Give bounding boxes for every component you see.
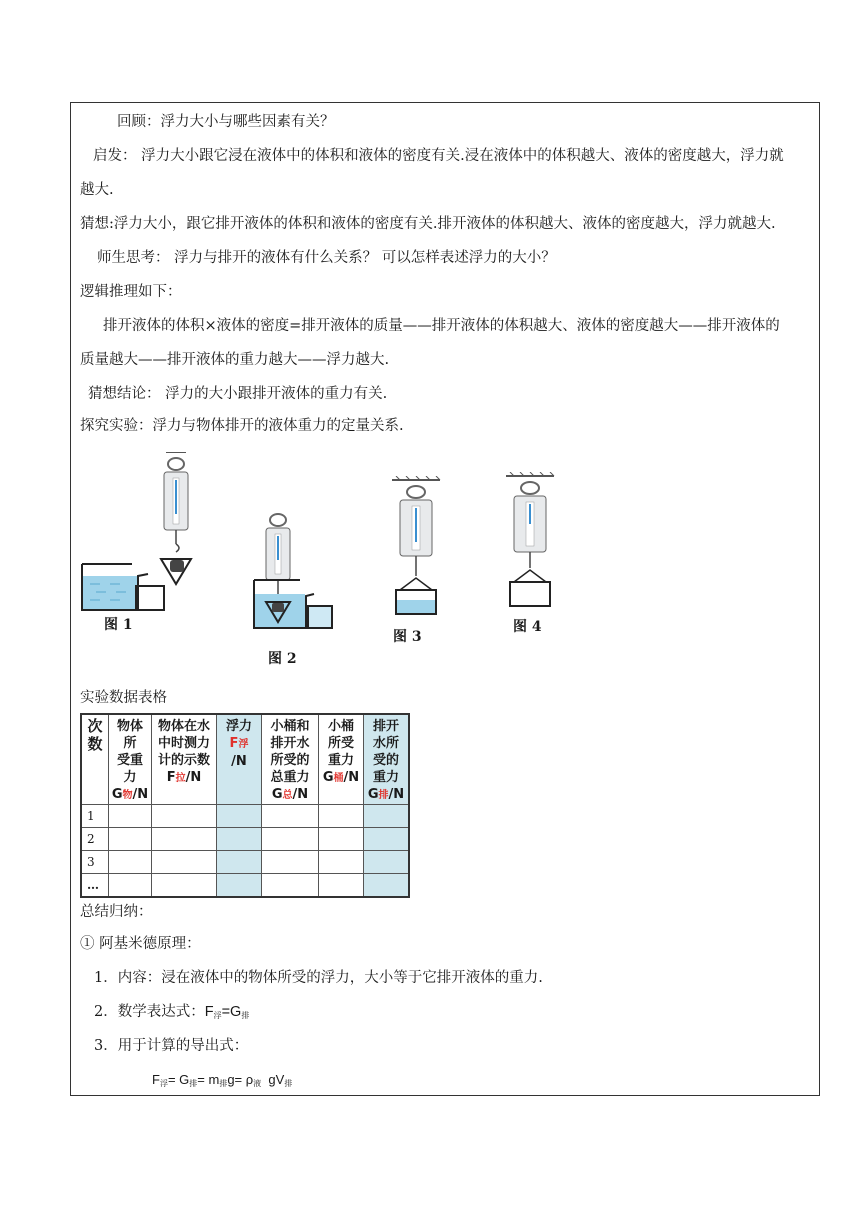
figure-1-illustration — [80, 452, 210, 617]
principle-content: 1．内容：浸在液体中的物体所受的浮力，大小等于它排开液体的重力. — [94, 970, 543, 986]
figure-3-illustration — [388, 476, 448, 618]
summary-heading: 总结归纳： — [80, 904, 153, 920]
experiment-line: 探究实验：浮力与物体排开的液体重力的定量关系. — [80, 418, 404, 434]
review-line: 回顾：浮力大小与哪些因素有关？ — [117, 114, 335, 130]
derived-formula: $F_浮= G_排= m_排g= \rho_液$ $gV_排$ — [152, 1072, 293, 1088]
conjecture-line: 猜想:浮力大小，跟它排开液体的体积和液体的密度有关.排开液体的体积越大、液体的密度越大，浮力就越大. — [80, 216, 776, 232]
header-bucket-weight: 小桶 所受 重力 G桶/N — [319, 714, 364, 805]
figure-4-caption: 图 4 — [513, 619, 542, 635]
header-object-weight: 物体 所 受重 力 G物/N — [109, 714, 152, 805]
reasoning-line: 排开液体的体积×液体的密度=排开液体的质量——排开液体的体积越大、液体的密度越大——排开液体的 — [103, 318, 780, 334]
header-buoyancy: 浮力 F浮 /N — [217, 714, 262, 805]
hint-line: 启发： 浮力大小跟它浸在液体中的体积和液体的密度有关.浸在液体中的体积越大、液体的密度越大，浮力就 — [93, 148, 784, 164]
hint-line-cont: 越大. — [80, 182, 114, 198]
math-expression-line: 2．数学表达式：$F_浮=G_排$ — [94, 1004, 250, 1020]
conclusion-line: 猜想结论： 浮力的大小跟排开液体的重力有关. — [88, 386, 388, 402]
reasoning-line-cont: 质量越大——排开液体的重力越大——浮力越大. — [80, 352, 390, 368]
figure-1-caption: 图 1 — [104, 617, 133, 633]
derived-formula-heading: 3．用于计算的导出式： — [94, 1038, 249, 1054]
reasoning-heading: 逻辑推理如下： — [80, 284, 182, 300]
figure-4-illustration — [502, 472, 562, 608]
thinking-line: 师生思考： 浮力与排开的液体有什么关系？ 可以怎样表述浮力的大小？ — [97, 250, 556, 266]
table-row: 1 — [81, 805, 409, 828]
table-row: … — [81, 874, 409, 898]
header-trial-count: 次 数 — [81, 714, 109, 805]
header-total-weight: 小桶和 排开水 所受的 总重力 G总/N — [262, 714, 319, 805]
experiment-data-table — [80, 713, 410, 898]
figure-3-caption: 图 3 — [393, 629, 422, 645]
figure-2-caption: 图 2 — [268, 651, 297, 667]
table-row: 3 — [81, 851, 409, 874]
formula-buoyancy: $F_浮=G_排$ — [204, 1004, 250, 1020]
header-displaced-weight: 排开 水所 受的 重力 G排/N — [364, 714, 410, 805]
table-title: 实验数据表格 — [80, 690, 167, 706]
archimedes-heading: ① 阿基米德原理： — [80, 936, 201, 952]
header-scale-reading: 物体在水 中时测力 计的示数 F拉/N — [152, 714, 217, 805]
table-row: 2 — [81, 828, 409, 851]
figure-2-illustration — [250, 510, 340, 630]
